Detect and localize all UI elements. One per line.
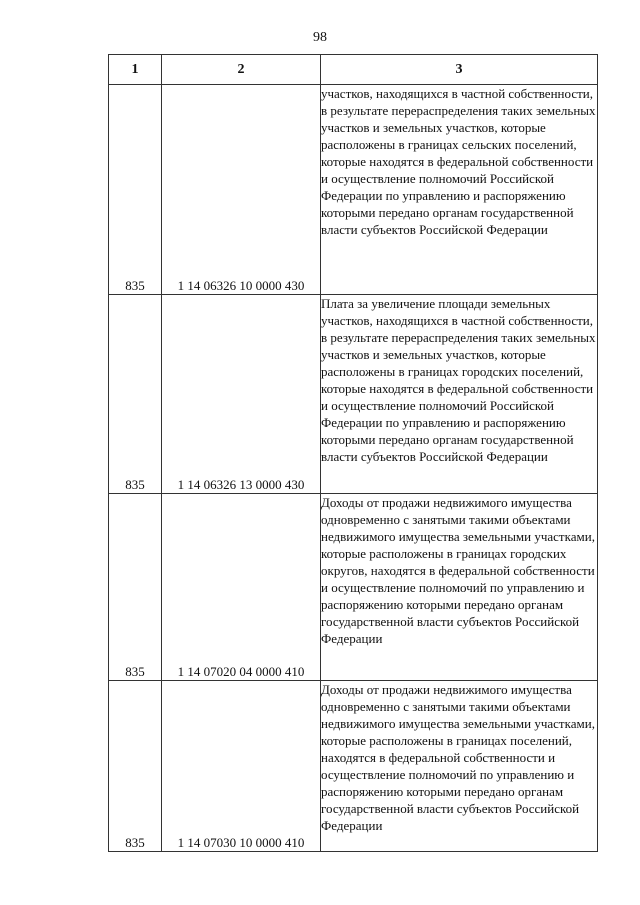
table-row [109,681,598,852]
administrator-code: 835 [109,295,162,494]
table-row [109,85,598,295]
administrator-code: 835 [109,494,162,681]
administrator-code: 835 [109,681,162,852]
revenue-code: 1 14 07030 10 0000 410 [162,681,321,852]
revenue-description: Доходы от продажи недвижимого имущества одновременно с занятыми такими объектами недвижимого имущества земельными участками, которые расположены в границах городских округов, находятся в федеральной собственности и осуществление полномочий по управлению и распоряжению которыми передано органам государственной власти субъектов Российской Федерации [321,494,598,681]
revenue-code: 1 14 06326 10 0000 430 [162,85,321,295]
revenue-description: Доходы от продажи недвижимого имущества одновременно с занятыми такими объектами недвижимого имущества земельными участками, которые расположены в границах поселений, находятся в федеральной собственности и осуществление полномочий по управлению и распоряжению которыми передано органам государственной власти субъектов Российской Федерации [321,681,598,852]
column-header-1: 1 [109,55,162,85]
table-row [109,295,598,494]
revenue-code: 1 14 06326 13 0000 430 [162,295,321,494]
table-header-row [109,55,598,85]
page-number: 98 [313,30,327,45]
revenue-codes-table [108,54,598,852]
revenue-description: Плата за увеличение площади земельных участков, находящихся в частной собственности, в результате перераспределения таких земельных участков и земельных участков, которые расположены в границах городских поселений, которые находятся в федеральной собственности и осуществление полномочий Российской Федерации по управлению и распоряжению которыми передано органам государственной власти субъектов Российской Федерации [321,295,598,494]
administrator-code: 835 [109,85,162,295]
column-header-2: 2 [162,55,321,85]
column-header-3: 3 [321,55,598,85]
table-row [109,494,598,681]
revenue-code: 1 14 07020 04 0000 410 [162,494,321,681]
revenue-description: участков, находящихся в частной собственности, в результате перераспределения таких земельных участков и земельных участков, которые расположены в границах сельских поселений, которые находятся в федеральной собственности и осуществление полномочий Российской Федерации по управлению и распоряжению которыми передано органам государственной власти субъектов Российской Федерации [321,85,598,295]
